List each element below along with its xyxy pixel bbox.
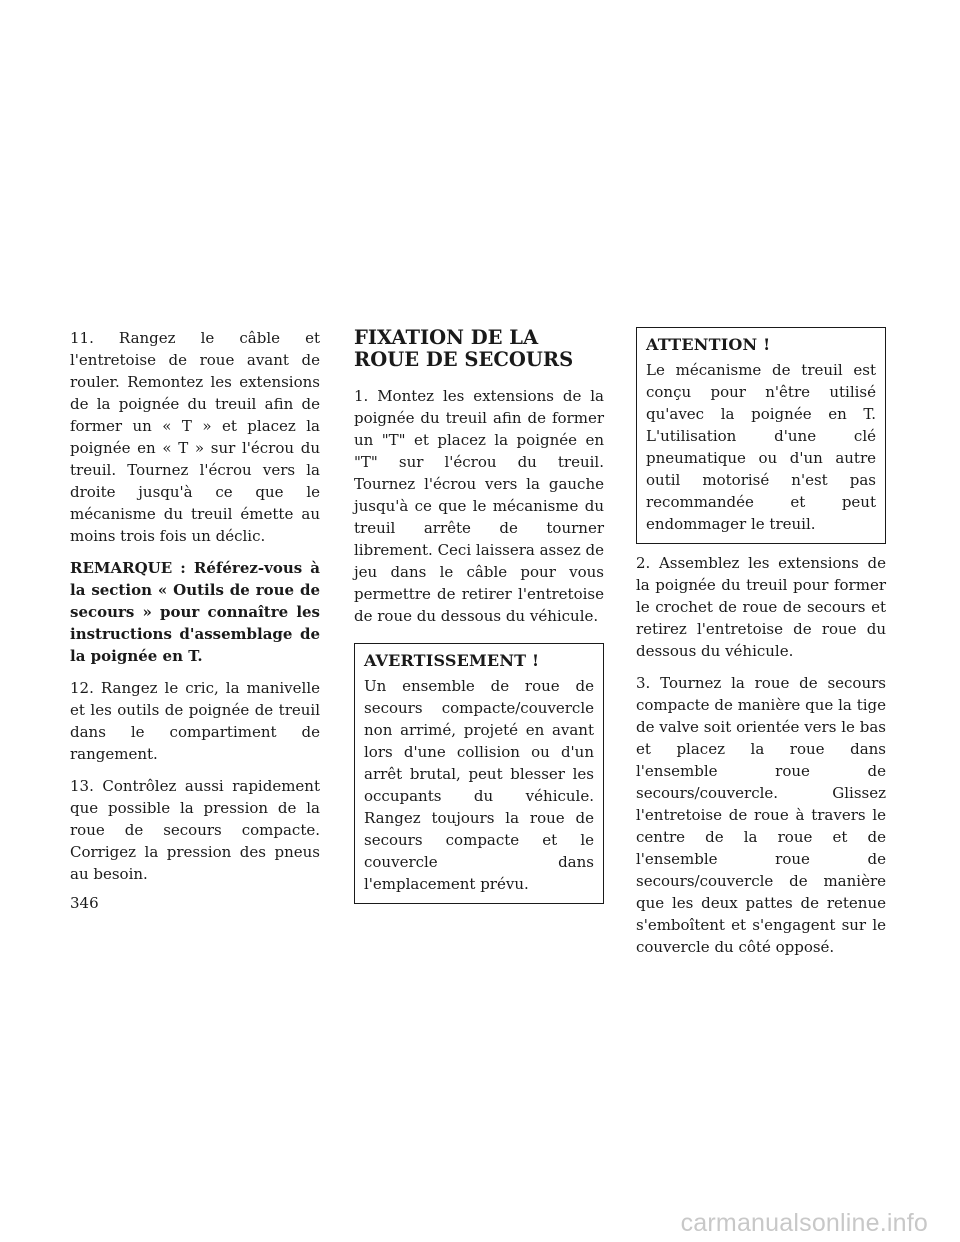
- middle-column: [354, 327, 604, 912]
- step-3-paragraph: 3. Tournez la roue de secours compacte de manière que la tige de valve soit orientée vers le bas et placez la roue dans l'ensemble roue de secours/couvercle. Glissez l'entretoise de roue à travers le centre de la roue et de l'ensemble roue de secours/couvercle de manière que les deux pattes de retenue s'emboîtent et s'engagent sur le couvercle du côté opposé.: [636, 674, 886, 956]
- caution-text: Le mécanisme de treuil est conçu pour n'être utilisé qu'avec la poignée en T. L'utilisation d'une clé pneumatique ou d'un autre outil motorisé n'est pas recommandée et peut endommager le treuil.: [646, 361, 876, 533]
- page-number: 346: [70, 894, 99, 912]
- step-11-paragraph: 11. Rangez le câble et l'entretoise de roue avant de rouler. Remontez les extensions de la poignée du treuil afin de former un « T » et placez la poignée en « T » sur l'écrou du treuil. Tournez l'écrou vers la droite jusqu'à ce que le mécanisme du treuil émette au moins trois fois un déclic.: [70, 329, 320, 545]
- watermark: carmanualsonline.info: [680, 1209, 928, 1237]
- note-paragraph: REMARQUE : Référez-vous à la section « Outils de roue de secours » pour connaître les instructions d'assemblage de la poignée en T.: [70, 559, 320, 665]
- left-column: [70, 327, 320, 895]
- right-column: [636, 327, 886, 968]
- warning-title: AVERTISSEMENT !: [364, 651, 540, 670]
- step-1-paragraph: 1. Montez les extensions de la poignée du treuil afin de former un "T" et placez la poignée en "T" sur l'écrou du treuil. Tournez l'écrou vers la gauche jusqu'à ce que le mécanisme du treuil arrête de tourner librement. Ceci laissera assez de jeu dans le câble pour vous permettre de retirer l'entretoise de roue du dessous du véhicule.: [354, 387, 604, 625]
- warning-box: [354, 643, 604, 904]
- step-2-paragraph: 2. Assemblez les extensions de la poignée du treuil pour former le crochet de roue de secours et retirez l'entretoise de roue du dessous du véhicule.: [636, 554, 886, 660]
- caution-box: [636, 327, 886, 544]
- warning-text: Un ensemble de roue de secours compacte/couvercle non arrimé, projeté en avant lors d'une collision ou d'un arrêt brutal, peut blesser les occupants du véhicule. Rangez toujours la roue de secours compacte et le couvercle dans l'emplacement prévu.: [364, 677, 594, 893]
- step-13-paragraph: 13. Contrôlez aussi rapidement que possible la pression de la roue de secours compacte. Corrigez la pression des pneus au besoin.: [70, 777, 320, 883]
- caution-title: ATTENTION !: [646, 335, 771, 354]
- step-12-paragraph: 12. Rangez le cric, la manivelle et les outils de poignée de treuil dans le compartiment de rangement.: [70, 679, 320, 763]
- section-heading: FIXATION DE LA ROUE DE SECOURS: [354, 326, 574, 371]
